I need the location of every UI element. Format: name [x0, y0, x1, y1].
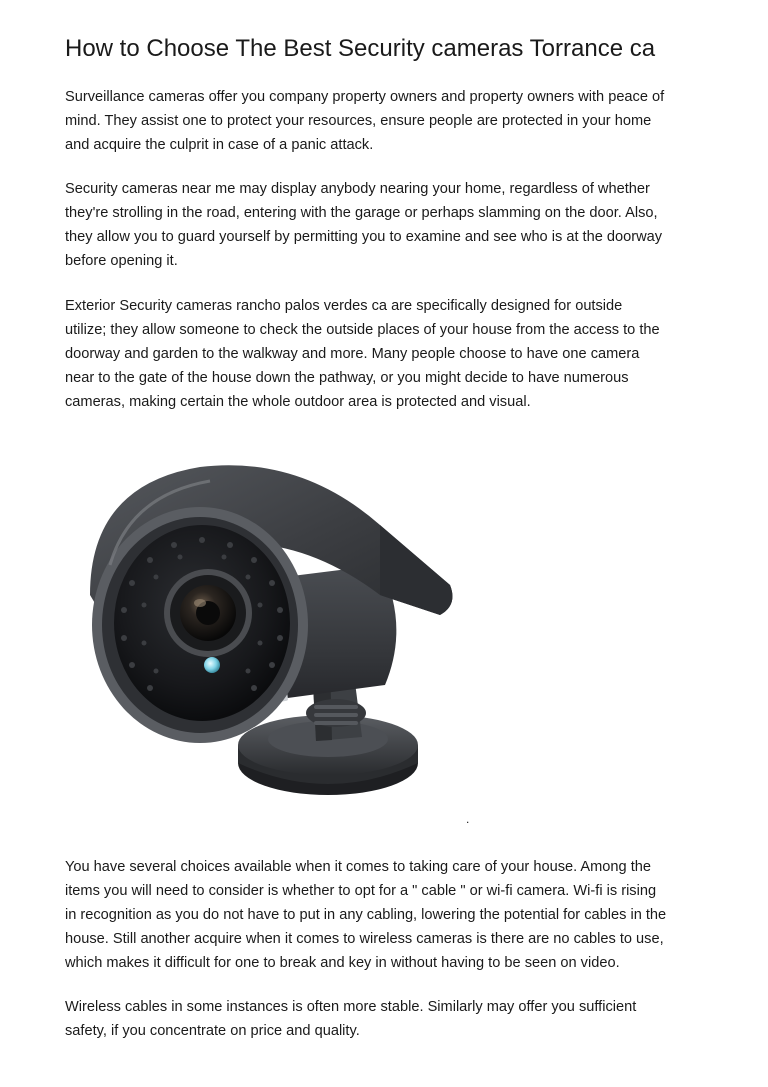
image-caption-mark: .	[466, 812, 470, 826]
paragraph-line: cameras, making certain the whole outdoor area is protected and visual.	[65, 394, 531, 410]
paragraph-line: You have several choices available when it comes to taking care of your house. Among the	[65, 859, 651, 875]
paragraph-5	[65, 995, 713, 1043]
paragraph-line: before opening it.	[65, 253, 178, 269]
paragraph-line: and acquire the culprit in case of a panic attack.	[65, 137, 374, 153]
paragraph-line: in recognition as you do not have to put in any cabling, lowering the potential for cables in the	[65, 907, 667, 923]
paragraph-line: mind. They assist one to protect your resources, ensure people are protected in your home	[65, 113, 652, 129]
page-title: How to Choose The Best Security cameras Torrance ca	[65, 35, 656, 62]
paragraph-line: safety, if you concentrate on price and quality.	[65, 1023, 360, 1039]
paragraph-1	[65, 85, 713, 157]
paragraph-line: doorway and garden to the walkway and more. Many people choose to have one camera	[65, 346, 640, 362]
paragraph-3	[65, 294, 713, 414]
paragraph-line: they allow you to guard yourself by permitting you to examine and see who is at the doorway	[65, 229, 663, 245]
paragraph-line: which makes it difficult for one to break and key in without having to be seen on video.	[65, 955, 620, 971]
paragraph-line: items you will need to consider is whether to opt for a " cable " or wi-fi camera. Wi-fi is rising	[65, 883, 657, 899]
paragraph-2	[65, 177, 713, 273]
paragraph-line: Surveillance cameras offer you company property owners and property owners with peace of	[65, 89, 665, 105]
paragraph-line: Security cameras near me may display anybody nearing your home, regardless of whether	[65, 181, 650, 197]
paragraph-line: near to the gate of the house down the pathway, or you might decide to have numerous	[65, 370, 629, 386]
security-camera-image	[80, 445, 460, 815]
paragraph-line: Wireless cables in some instances is often more stable. Similarly may offer you sufficient	[65, 999, 637, 1015]
paragraph-line: house. Still another acquire when it comes to wireless cameras is there are no cables to use,	[65, 931, 664, 947]
paragraph-line: they're strolling in the road, entering with the garage or perhaps slamming on the door. Also,	[65, 205, 658, 221]
paragraph-line: Exterior Security cameras rancho palos verdes ca are specifically designed for outside	[65, 298, 623, 314]
paragraph-line: utilize; they allow someone to check the outside places of your house from the access to the	[65, 322, 660, 338]
paragraph-4	[65, 855, 713, 975]
